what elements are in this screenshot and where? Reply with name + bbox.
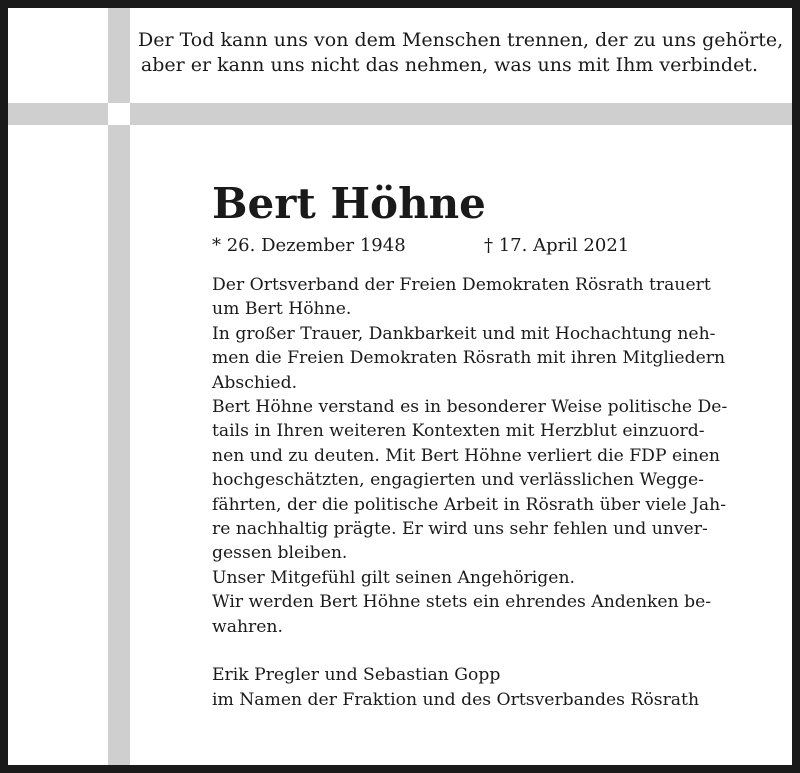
text-line: hochgeschätzten, engagierten und verlässlichen Wegge- (212, 470, 704, 491)
text-line: nen und zu deuten. Mit Bert Höhne verliert die FDP einen (212, 445, 720, 466)
birth-date: * 26. Dezember 1948 (212, 235, 406, 256)
text-line: um Bert Höhne. (212, 299, 352, 320)
death-date: † 17. April 2021 (484, 235, 630, 256)
text-line: gessen bleiben. (212, 543, 348, 564)
cross-center-gap (108, 103, 130, 125)
text-line: Der Ortsverband der Freien Demokraten Rösrath trauert (212, 275, 711, 295)
motto-line: aber er kann uns nicht das nehmen, was uns mit Ihm verbindet. (140, 54, 758, 76)
text-line: Wir werden Bert Höhne stets ein ehrendes Andenken be- (212, 592, 712, 613)
text-line: In großer Trauer, Dankbarkeit und mit Hochachtung neh- (212, 323, 716, 344)
motto-line: Der Tod kann uns von dem Menschen trennen, der zu uns gehörte, (138, 29, 784, 51)
signature-names: Erik Pregler und Sebastian Gopp (212, 665, 501, 686)
text-line: Abschied. (212, 372, 298, 393)
text-line: Unser Mitgefühl gilt seinen Angehörigen. (212, 567, 575, 588)
text-line: men die Freien Demokraten Rösrath mit ihren Mitgliedern (212, 348, 726, 369)
deceased-name: Bert Höhne (212, 179, 486, 228)
text-line: wahren. (212, 616, 283, 637)
spacer (212, 639, 772, 663)
text-line: Bert Höhne verstand es in besonderer Weise politische De- (212, 397, 728, 418)
text-line: tails in Ihren weiteren Kontexten mit Herzblut einzuord- (212, 421, 705, 442)
text-line: re nachhaltig prägte. Er wird uns sehr fehlen und unver- (212, 519, 708, 540)
motto-quote (138, 28, 784, 78)
obituary-text (212, 273, 772, 712)
signature-on-behalf: im Namen der Fraktion und des Ortsverbandes Rösrath (212, 689, 700, 710)
text-line: fährten, der die politische Arbeit in Rösrath über viele Jah- (212, 494, 727, 515)
